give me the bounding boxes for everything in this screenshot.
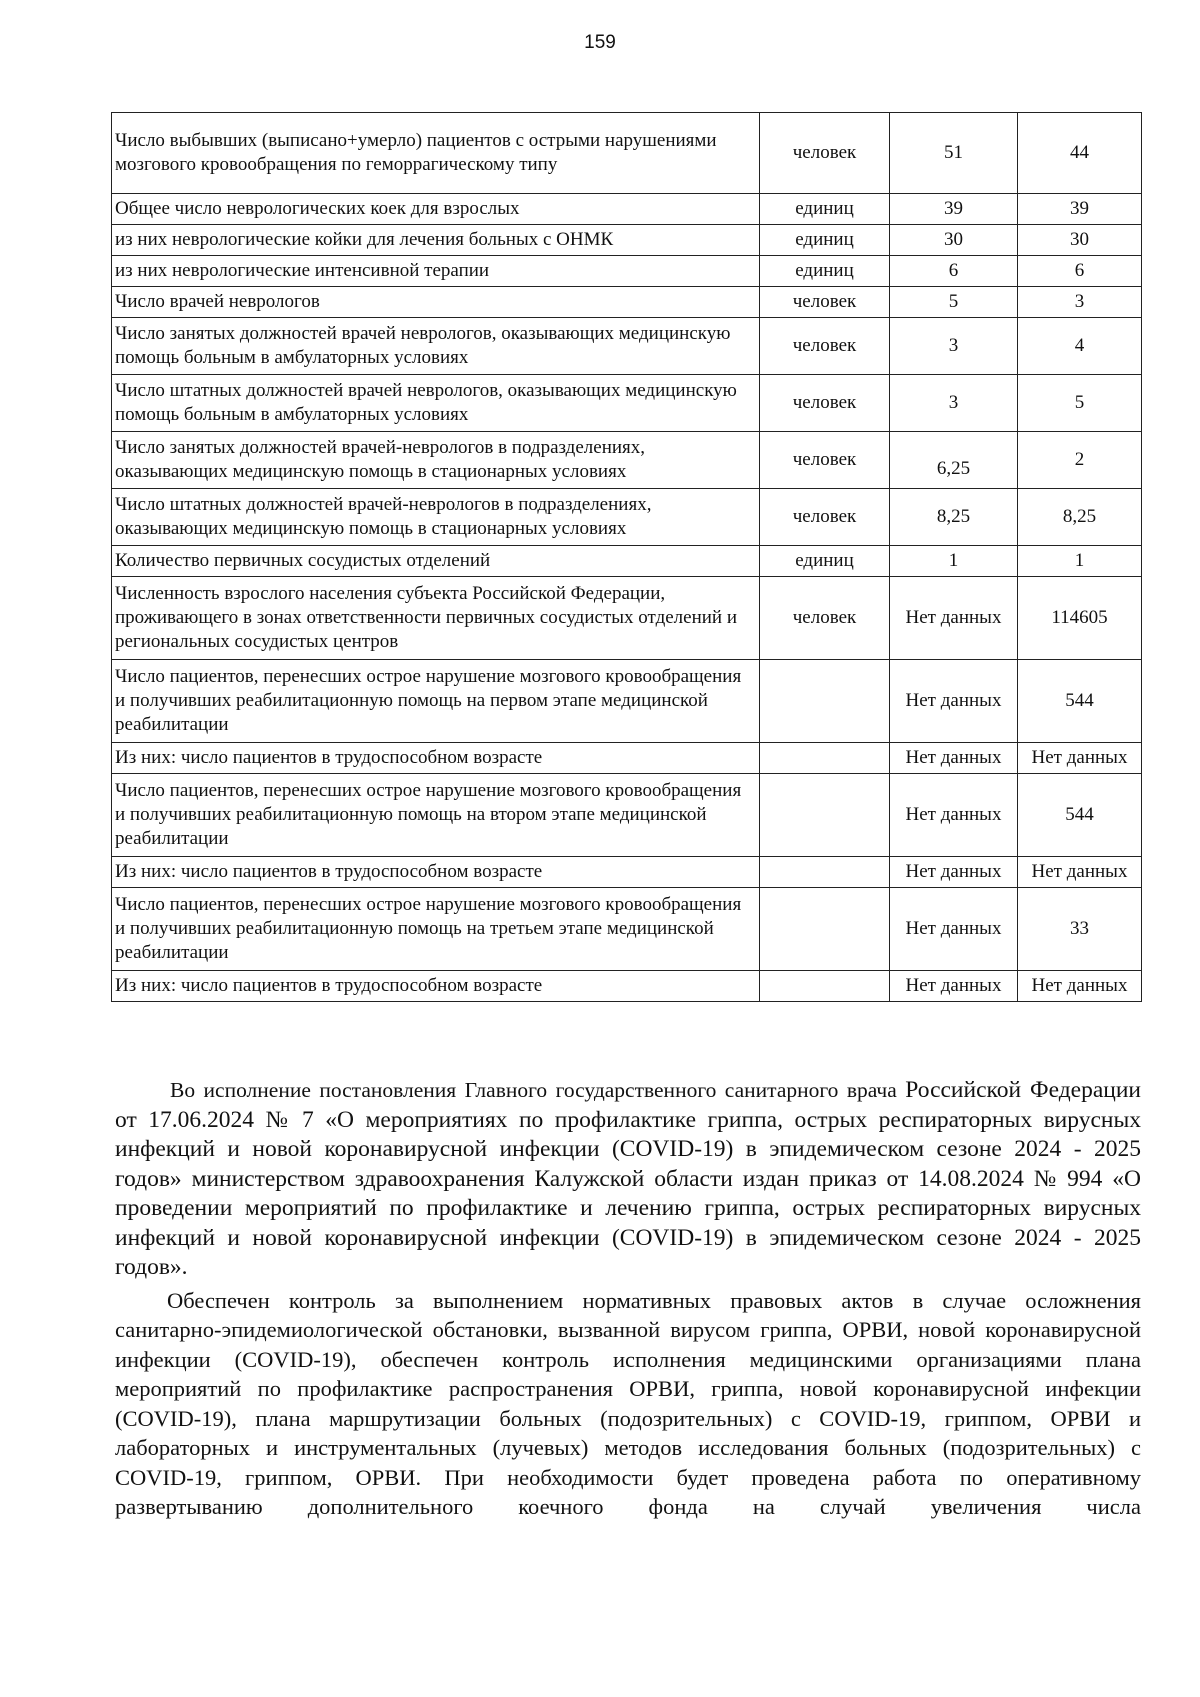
paragraph-control: Обеспечен контроль за выполнением нормативных правовых актов в случае осложнения санитарно-эпидемиологической обстановки, вызванной вирусом гриппа, ОРВИ, новой коронавирусной инфекции (COVID-19), обеспечен контроль исполнения медицинскими организациями плана мероприятий по профилактике распространения ОРВИ, гриппа, новой коронавирусной инфекции (COVID-19), плана маршрутизации больных (подозрительных) с COVID-19, гриппом, ОРВИ и лабораторных и инструментальных (лучевых) методов исследования больных (подозрительных) с COVID-19, гриппом, ОРВИ. При необходимости будет проведена работа по оперативному развертыванию дополнительного коечного фонда на случай увеличения числа xyxy=(115,1287,1141,1519)
table-row xyxy=(112,318,1142,375)
row-value-1: Нет данных xyxy=(890,660,1018,743)
table-row xyxy=(112,546,1142,577)
row-value-2: 4 xyxy=(1018,318,1142,375)
row-value-2: Нет данных xyxy=(1018,857,1142,888)
row-value-1: 39 xyxy=(890,194,1018,225)
row-value-1: 30 xyxy=(890,225,1018,256)
statistics-table xyxy=(111,112,1142,1002)
table-row xyxy=(112,971,1142,1002)
row-value-2: 5 xyxy=(1018,375,1142,432)
row-unit: человек xyxy=(760,489,890,546)
paragraph-rest: Российской Федерации от 17.06.2024 № 7 «О мероприятиях по профилактике гриппа, острых респираторных вирусных инфекций и новой коронавирусной инфекции (COVID-19) в эпидемическом сезоне 2024 - 2025 годов» министерством здравоохранения Калужской области издан приказ от 14.08.2024 № 994 «О проведении мероприятий по профилактике и лечению гриппа, острых респираторных вирусных инфекций и новой коронавирусной инфекции (COVID-19) в эпидемическом сезоне 2024 - 2025 годов». xyxy=(115,1077,1141,1280)
table-row xyxy=(112,194,1142,225)
row-unit: единиц xyxy=(760,546,890,577)
row-value-1: 51 xyxy=(890,113,1018,194)
table-row xyxy=(112,225,1142,256)
table-row xyxy=(112,577,1142,660)
row-value-1: 3 xyxy=(890,318,1018,375)
row-value-2: 544 xyxy=(1018,774,1142,857)
row-label: Численность взрослого населения субъекта Российской Федерации, проживающего в зонах ответственности первичных сосудистых отделений и региональных сосудистых центров xyxy=(112,577,760,660)
row-unit xyxy=(760,857,890,888)
row-value-1: Нет данных xyxy=(890,774,1018,857)
row-label: Число пациентов, перенесших острое нарушение мозгового кровообращения и получивших реабилитационную помощь на втором этапе медицинской реабилитации xyxy=(112,774,760,857)
row-label: Из них: число пациентов в трудоспособном возрасте xyxy=(112,743,760,774)
table-row xyxy=(112,660,1142,743)
table-row xyxy=(112,489,1142,546)
row-value-1: 1 xyxy=(890,546,1018,577)
table-row xyxy=(112,375,1142,432)
row-value-2: 544 xyxy=(1018,660,1142,743)
row-label: Число штатных должностей врачей неврологов, оказывающих медицинскую помощь больным в амбулаторных условиях xyxy=(112,375,760,432)
row-unit xyxy=(760,660,890,743)
row-value-1: Нет данных xyxy=(890,857,1018,888)
row-unit: человек xyxy=(760,375,890,432)
row-label: Число выбывших (выписано+умерло) пациентов с острыми нарушениями мозгового кровообращения по геморрагическому типу xyxy=(112,113,760,194)
row-label: Число пациентов, перенесших острое нарушение мозгового кровообращения и получивших реабилитационную помощь на первом этапе медицинской реабилитации xyxy=(112,660,760,743)
row-unit: человек xyxy=(760,577,890,660)
row-value-2: Нет данных xyxy=(1018,971,1142,1002)
row-label: Из них: число пациентов в трудоспособном возрасте xyxy=(112,971,760,1002)
row-value-2: 30 xyxy=(1018,225,1142,256)
table-row xyxy=(112,256,1142,287)
table-body xyxy=(112,113,1142,1002)
row-unit xyxy=(760,971,890,1002)
row-value-2: 33 xyxy=(1018,888,1142,971)
row-unit: единиц xyxy=(760,194,890,225)
table-row xyxy=(112,432,1142,489)
row-value-2: Нет данных xyxy=(1018,743,1142,774)
row-unit xyxy=(760,774,890,857)
row-label: Количество первичных сосудистых отделений xyxy=(112,546,760,577)
row-label: Число занятых должностей врачей-неврологов в подразделениях, оказывающих медицинскую помощь в стационарных условиях xyxy=(112,432,760,489)
row-label: из них неврологические интенсивной терапии xyxy=(112,256,760,287)
table-row xyxy=(112,857,1142,888)
table-row xyxy=(112,774,1142,857)
page-number: 159 xyxy=(584,32,616,53)
row-value-2: 114605 xyxy=(1018,577,1142,660)
row-value-1: Нет данных xyxy=(890,971,1018,1002)
row-unit: человек xyxy=(760,432,890,489)
row-value-1: 5 xyxy=(890,287,1018,318)
table-row xyxy=(112,743,1142,774)
row-value-1: 6,25 xyxy=(890,432,1018,489)
row-unit xyxy=(760,888,890,971)
row-unit: единиц xyxy=(760,256,890,287)
row-label: Число пациентов, перенесших острое нарушение мозгового кровообращения и получивших реабилитационную помощь на третьем этапе медицинской реабилитации xyxy=(112,888,760,971)
row-label: Число занятых должностей врачей неврологов, оказывающих медицинскую помощь больным в амбулаторных условиях xyxy=(112,318,760,375)
row-value-1: Нет данных xyxy=(890,888,1018,971)
row-value-2: 2 xyxy=(1018,432,1142,489)
row-value-1: 8,25 xyxy=(890,489,1018,546)
row-unit: человек xyxy=(760,287,890,318)
row-value-1: 6 xyxy=(890,256,1018,287)
row-value-1: Нет данных xyxy=(890,743,1018,774)
row-label: Число врачей неврологов xyxy=(112,287,760,318)
row-unit: единиц xyxy=(760,225,890,256)
row-value-2: 1 xyxy=(1018,546,1142,577)
row-value-2: 8,25 xyxy=(1018,489,1142,546)
row-value-2: 44 xyxy=(1018,113,1142,194)
paragraph-lead: Во исполнение постановления Главного государственного санитарного врача xyxy=(170,1078,897,1102)
row-value-1: Нет данных xyxy=(890,577,1018,660)
row-label: Число штатных должностей врачей-неврологов в подразделениях, оказывающих медицинскую помощь в стационарных условиях xyxy=(112,489,760,546)
row-unit xyxy=(760,743,890,774)
row-value-2: 3 xyxy=(1018,287,1142,318)
table-row xyxy=(112,287,1142,318)
row-label: Из них: число пациентов в трудоспособном возрасте xyxy=(112,857,760,888)
row-value-1: 3 xyxy=(890,375,1018,432)
table-row xyxy=(112,113,1142,194)
row-label: Общее число неврологических коек для взрослых xyxy=(112,194,760,225)
paragraph-covid-order xyxy=(115,1076,1141,1283)
row-unit: человек xyxy=(760,318,890,375)
row-label: из них неврологические койки для лечения больных с ОНМК xyxy=(112,225,760,256)
row-unit: человек xyxy=(760,113,890,194)
row-value-2: 6 xyxy=(1018,256,1142,287)
table-row xyxy=(112,888,1142,971)
row-value-2: 39 xyxy=(1018,194,1142,225)
body-text xyxy=(115,1076,1141,1522)
